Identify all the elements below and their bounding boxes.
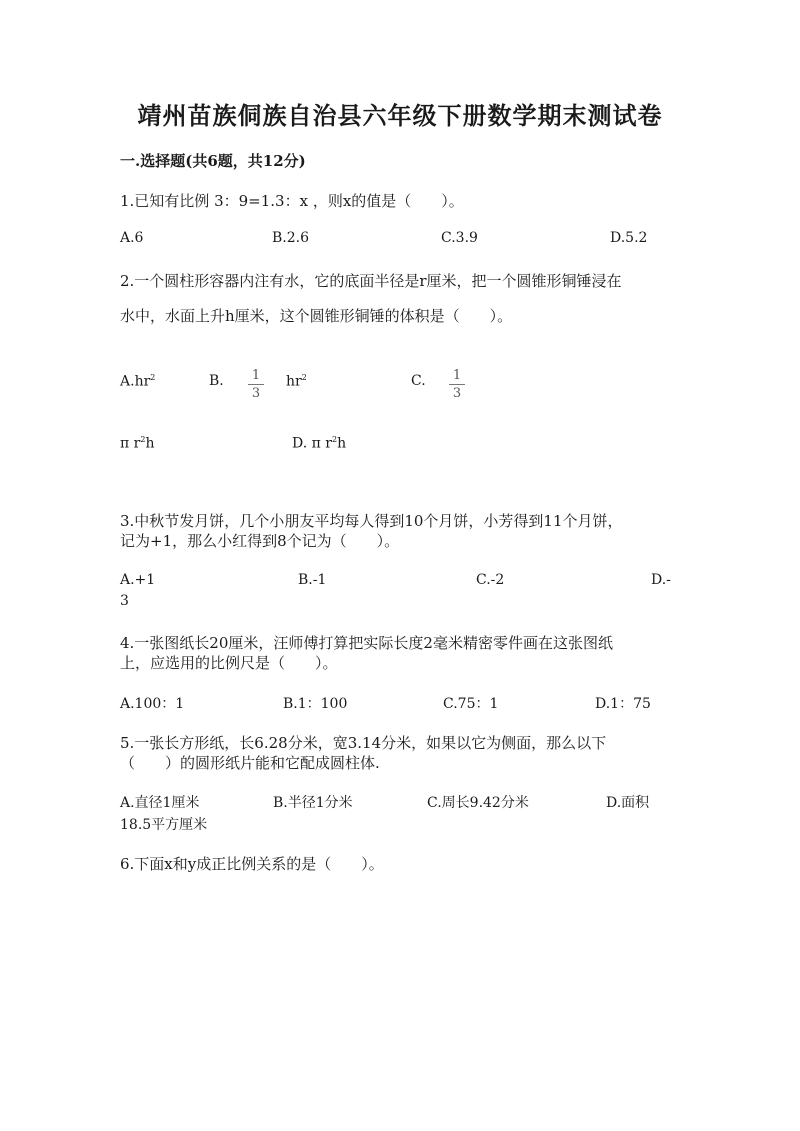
question-3-option-d-wrap: 3	[120, 593, 129, 609]
fraction-one-third-b	[248, 368, 264, 401]
question-2-option-d[interactable]	[292, 435, 346, 452]
question-3-line-1: 3.中秋节发月饼，几个小朋友平均每人得到10个月饼，小芳得到11个月饼，	[120, 512, 623, 530]
question-3-option-b[interactable]: B.-1	[298, 572, 327, 588]
question-5-option-c[interactable]: C.周长9.42分米	[427, 795, 529, 811]
question-4-option-d[interactable]: D.1：75	[595, 696, 651, 712]
option-d-expression: π r	[311, 435, 332, 452]
question-5-line-2: （ ）的圆形纸片能和它配成圆柱体.	[120, 754, 380, 772]
fraction-numerator: 1	[251, 368, 261, 383]
option-c-expression-tail: h	[145, 435, 155, 452]
question-3-line-2: 记为+1，那么小红得到8个记为（ ）。	[120, 532, 400, 550]
fraction-denominator: 3	[452, 386, 462, 401]
fraction-one-third-c	[449, 368, 465, 401]
question-3-option-d[interactable]: D.-	[651, 572, 671, 588]
option-d-expression-tail: h	[337, 435, 347, 452]
fraction-numerator: 1	[452, 368, 462, 383]
question-2-line-2: 水中，水面上升h厘米，这个圆锥形铜锤的体积是（ ）。	[120, 307, 513, 325]
question-2-option-b-label[interactable]: B.	[209, 373, 224, 389]
question-3-option-a[interactable]: A.+1	[120, 572, 156, 588]
question-2-option-c-continuation	[120, 435, 154, 452]
question-2-line-1: 2.一个圆柱形容器内注有水，它的底面半径是r厘米，把一个圆锥形铜锤浸在	[120, 272, 622, 290]
question-5-option-b[interactable]: B.半径1分米	[273, 795, 353, 811]
option-a-label: A.	[120, 373, 135, 390]
question-3-option-c[interactable]: C.-2	[476, 572, 505, 588]
question-1-text: 1.已知有比例 3：9=1.3：x ，则x的值是（ ）。	[120, 192, 464, 210]
exponent: 2	[150, 373, 156, 382]
exponent: 2	[301, 373, 307, 382]
question-1-option-c[interactable]: C.3.9	[441, 230, 478, 246]
section-heading: 一.选择题(共6题，共12分)	[120, 152, 306, 170]
fraction-denominator: 3	[251, 386, 261, 401]
option-d-label: D.	[292, 435, 308, 452]
question-6-text: 6.下面x和y成正比例关系的是（ ）。	[120, 855, 384, 873]
page-title: 靖州苗族侗族自治县六年级下册数学期末测试卷	[137, 101, 663, 130]
question-5-option-a[interactable]: A.直径1厘米	[120, 795, 200, 811]
question-4-line-1: 4.一张图纸长20厘米，汪师傅打算把实际长度2毫米精密零件画在这张图纸	[120, 634, 613, 652]
option-c-expression: π r	[120, 435, 141, 452]
fraction-bar	[248, 384, 264, 385]
question-5-option-d-wrap: 18.5平方厘米	[120, 817, 208, 833]
question-2-option-a[interactable]	[120, 373, 155, 390]
option-a-expression: hr	[134, 373, 151, 390]
exponent: 2	[140, 435, 146, 444]
fraction-bar	[449, 384, 465, 385]
question-1-option-b[interactable]: B.2.6	[272, 230, 310, 246]
question-5-line-1: 5.一张长方形纸，长6.28分米，宽3.14分米，如果以它为侧面，那么以下	[120, 734, 607, 752]
question-4-option-c[interactable]: C.75：1	[443, 696, 499, 712]
question-4-line-2: 上，应选用的比例尺是（ ）。	[120, 654, 338, 672]
option-b-expression: hr	[286, 373, 302, 390]
question-1-option-d[interactable]: D.5.2	[610, 230, 648, 246]
question-4-option-a[interactable]: A.100：1	[120, 696, 185, 712]
question-4-option-b[interactable]: B.1：100	[283, 696, 348, 712]
question-2-option-b-expression	[286, 373, 307, 390]
exponent: 2	[331, 435, 338, 444]
question-2-option-c-label[interactable]: C.	[411, 373, 426, 389]
question-5-option-d[interactable]: D.面积	[606, 795, 650, 811]
question-1-option-a[interactable]: A.6	[120, 230, 144, 246]
